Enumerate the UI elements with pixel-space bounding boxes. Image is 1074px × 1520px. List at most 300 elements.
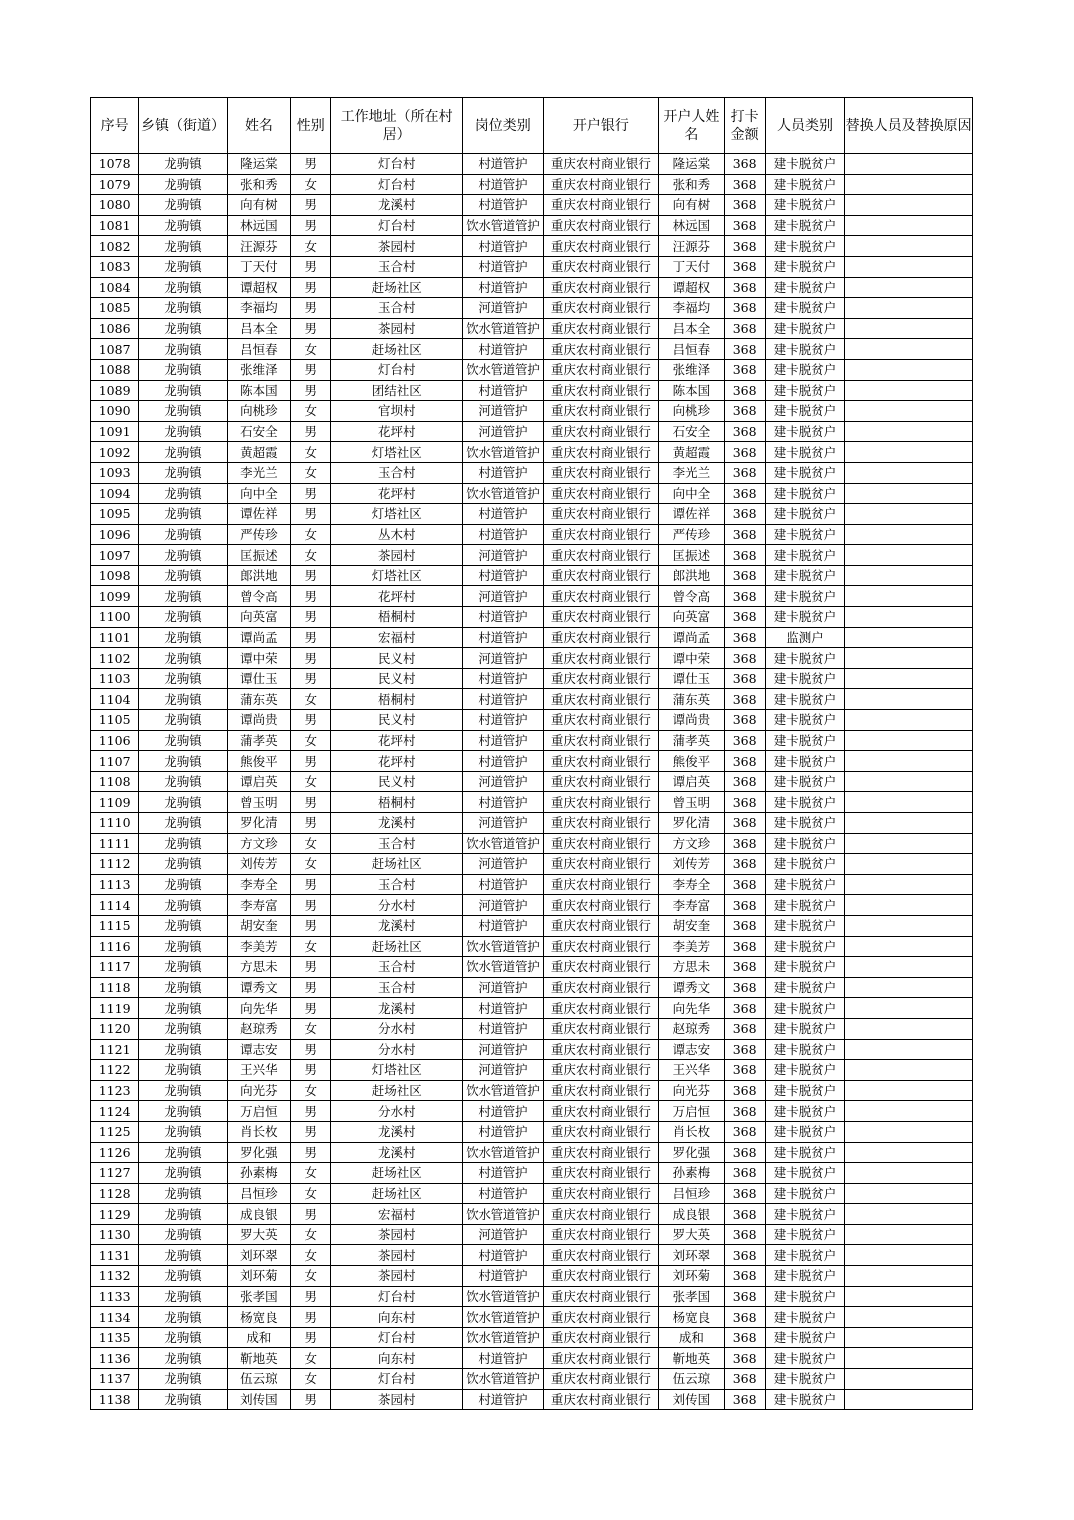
- header-amount: 打卡金额: [724, 98, 765, 154]
- cell-account-holder: 谭志安: [659, 1039, 724, 1060]
- cell-work-address: 花坪村: [331, 421, 463, 442]
- cell-township: 龙驹镇: [139, 174, 228, 195]
- cell-bank: 重庆农村商业银行: [543, 215, 659, 236]
- cell-gender: 女: [291, 524, 331, 545]
- cell-name: 成和: [227, 1327, 290, 1348]
- cell-person-category: 建卡脱贫户: [765, 256, 844, 277]
- cell-person-category: 建卡脱贫户: [765, 462, 844, 483]
- cell-bank: 重庆农村商业银行: [543, 421, 659, 442]
- cell-post-type: 河道管护: [463, 1060, 543, 1081]
- cell-post-type: 村道管护: [463, 710, 543, 731]
- table-row: [91, 195, 973, 216]
- cell-post-type: 饮水管道管护: [463, 215, 543, 236]
- cell-amount: 368: [724, 1039, 765, 1060]
- cell-account-holder: 谭佐祥: [659, 504, 724, 525]
- cell-name: 隆运棠: [227, 154, 290, 175]
- cell-person-category: 建卡脱贫户: [765, 1018, 844, 1039]
- cell-township: 龙驹镇: [139, 586, 228, 607]
- cell-person-category: 建卡脱贫户: [765, 586, 844, 607]
- cell-serial: 1126: [91, 1142, 139, 1163]
- cell-bank: 重庆农村商业银行: [543, 957, 659, 978]
- cell-account-holder: 张孝国: [659, 1286, 724, 1307]
- cell-bank: 重庆农村商业银行: [543, 854, 659, 875]
- cell-post-type: 饮水管道管护: [463, 936, 543, 957]
- cell-bank: 重庆农村商业银行: [543, 1204, 659, 1225]
- table-row: [91, 668, 973, 689]
- cell-replacement: [845, 442, 973, 463]
- cell-amount: 368: [724, 1204, 765, 1225]
- cell-gender: 女: [291, 174, 331, 195]
- cell-amount: 368: [724, 1307, 765, 1328]
- cell-work-address: 梧桐村: [331, 607, 463, 628]
- cell-post-type: 饮水管道管护: [463, 359, 543, 380]
- cell-serial: 1093: [91, 462, 139, 483]
- table-row: [91, 751, 973, 772]
- cell-serial: 1113: [91, 874, 139, 895]
- cell-account-holder: 刘环菊: [659, 1266, 724, 1287]
- cell-serial: 1098: [91, 565, 139, 586]
- cell-replacement: [845, 586, 973, 607]
- cell-gender: 女: [291, 401, 331, 422]
- cell-replacement: [845, 689, 973, 710]
- cell-bank: 重庆农村商业银行: [543, 1389, 659, 1410]
- cell-gender: 女: [291, 1369, 331, 1390]
- cell-bank: 重庆农村商业银行: [543, 401, 659, 422]
- cell-work-address: 灯台村: [331, 1369, 463, 1390]
- cell-replacement: [845, 813, 973, 834]
- table-row: [91, 1245, 973, 1266]
- cell-township: 龙驹镇: [139, 1245, 228, 1266]
- cell-amount: 368: [724, 813, 765, 834]
- cell-replacement: [845, 524, 973, 545]
- cell-person-category: 建卡脱贫户: [765, 174, 844, 195]
- cell-name: 李美芳: [227, 936, 290, 957]
- cell-bank: 重庆农村商业银行: [543, 1142, 659, 1163]
- cell-bank: 重庆农村商业银行: [543, 1348, 659, 1369]
- cell-township: 龙驹镇: [139, 256, 228, 277]
- cell-replacement: [845, 1121, 973, 1142]
- cell-post-type: 村道管护: [463, 174, 543, 195]
- cell-name: 李福均: [227, 298, 290, 319]
- cell-post-type: 村道管护: [463, 277, 543, 298]
- cell-township: 龙驹镇: [139, 462, 228, 483]
- cell-amount: 368: [724, 627, 765, 648]
- cell-name: 谭超权: [227, 277, 290, 298]
- cell-person-category: 建卡脱贫户: [765, 833, 844, 854]
- cell-amount: 368: [724, 195, 765, 216]
- cell-name: 王兴华: [227, 1060, 290, 1081]
- table-row: [91, 380, 973, 401]
- cell-gender: 男: [291, 874, 331, 895]
- cell-replacement: [845, 1286, 973, 1307]
- cell-serial: 1110: [91, 813, 139, 834]
- cell-amount: 368: [724, 710, 765, 731]
- cell-post-type: 村道管护: [463, 504, 543, 525]
- cell-amount: 368: [724, 607, 765, 628]
- cell-gender: 女: [291, 545, 331, 566]
- cell-name: 靳地英: [227, 1348, 290, 1369]
- cell-replacement: [845, 1307, 973, 1328]
- cell-township: 龙驹镇: [139, 1266, 228, 1287]
- cell-replacement: [845, 504, 973, 525]
- cell-bank: 重庆农村商业银行: [543, 751, 659, 772]
- cell-replacement: [845, 607, 973, 628]
- header-bank: 开户银行: [543, 98, 659, 154]
- cell-bank: 重庆农村商业银行: [543, 1101, 659, 1122]
- cell-bank: 重庆农村商业银行: [543, 792, 659, 813]
- table-row: [91, 524, 973, 545]
- table-row: [91, 833, 973, 854]
- table-row: [91, 442, 973, 463]
- table-row: [91, 215, 973, 236]
- cell-township: 龙驹镇: [139, 730, 228, 751]
- cell-account-holder: 方文珍: [659, 833, 724, 854]
- cell-person-category: 建卡脱贫户: [765, 236, 844, 257]
- cell-replacement: [845, 298, 973, 319]
- cell-account-holder: 谭启英: [659, 771, 724, 792]
- cell-serial: 1102: [91, 648, 139, 669]
- cell-replacement: [845, 977, 973, 998]
- cell-work-address: 灯台村: [331, 1327, 463, 1348]
- cell-township: 龙驹镇: [139, 1204, 228, 1225]
- cell-serial: 1091: [91, 421, 139, 442]
- cell-person-category: 建卡脱贫户: [765, 1266, 844, 1287]
- cell-name: 吕恒春: [227, 339, 290, 360]
- table-row: [91, 1286, 973, 1307]
- cell-bank: 重庆农村商业银行: [543, 277, 659, 298]
- cell-post-type: 村道管护: [463, 607, 543, 628]
- cell-gender: 男: [291, 256, 331, 277]
- cell-gender: 男: [291, 792, 331, 813]
- cell-account-holder: 向桃珍: [659, 401, 724, 422]
- table-row: [91, 586, 973, 607]
- cell-person-category: 建卡脱贫户: [765, 195, 844, 216]
- cell-work-address: 花坪村: [331, 751, 463, 772]
- cell-amount: 368: [724, 318, 765, 339]
- cell-gender: 女: [291, 1245, 331, 1266]
- cell-work-address: 灯台村: [331, 1286, 463, 1307]
- cell-bank: 重庆农村商业银行: [543, 936, 659, 957]
- cell-bank: 重庆农村商业银行: [543, 565, 659, 586]
- cell-post-type: 河道管护: [463, 421, 543, 442]
- table-row: [91, 154, 973, 175]
- table-row: [91, 895, 973, 916]
- table-row: [91, 1327, 973, 1348]
- cell-amount: 368: [724, 1389, 765, 1410]
- cell-serial: 1089: [91, 380, 139, 401]
- cell-township: 龙驹镇: [139, 771, 228, 792]
- cell-account-holder: 蒲东英: [659, 689, 724, 710]
- cell-person-category: 建卡脱贫户: [765, 545, 844, 566]
- cell-work-address: 玉合村: [331, 256, 463, 277]
- cell-replacement: [845, 1163, 973, 1184]
- cell-serial: 1085: [91, 298, 139, 319]
- cell-account-holder: 黄超霞: [659, 442, 724, 463]
- table-row: [91, 1142, 973, 1163]
- cell-post-type: 村道管护: [463, 1101, 543, 1122]
- cell-account-holder: 万启恒: [659, 1101, 724, 1122]
- cell-serial: 1118: [91, 977, 139, 998]
- cell-work-address: 玉合村: [331, 298, 463, 319]
- cell-township: 龙驹镇: [139, 483, 228, 504]
- cell-amount: 368: [724, 915, 765, 936]
- cell-township: 龙驹镇: [139, 648, 228, 669]
- cell-name: 吕本全: [227, 318, 290, 339]
- cell-township: 龙驹镇: [139, 915, 228, 936]
- cell-replacement: [845, 854, 973, 875]
- cell-person-category: 建卡脱贫户: [765, 1183, 844, 1204]
- cell-replacement: [845, 771, 973, 792]
- cell-township: 龙驹镇: [139, 936, 228, 957]
- roster-table: [90, 97, 973, 1410]
- cell-gender: 男: [291, 998, 331, 1019]
- cell-township: 龙驹镇: [139, 1369, 228, 1390]
- cell-work-address: 赶场社区: [331, 1183, 463, 1204]
- cell-amount: 368: [724, 339, 765, 360]
- cell-bank: 重庆农村商业银行: [543, 256, 659, 277]
- cell-gender: 女: [291, 1224, 331, 1245]
- cell-account-holder: 罗化清: [659, 813, 724, 834]
- cell-work-address: 向东村: [331, 1348, 463, 1369]
- cell-post-type: 村道管护: [463, 256, 543, 277]
- table-row: [91, 936, 973, 957]
- cell-name: 刘环翠: [227, 1245, 290, 1266]
- cell-bank: 重庆农村商业银行: [543, 1369, 659, 1390]
- cell-replacement: [845, 421, 973, 442]
- cell-account-holder: 李美芳: [659, 936, 724, 957]
- cell-serial: 1086: [91, 318, 139, 339]
- cell-account-holder: 罗大英: [659, 1224, 724, 1245]
- cell-serial: 1134: [91, 1307, 139, 1328]
- cell-serial: 1117: [91, 957, 139, 978]
- cell-name: 赵琼秀: [227, 1018, 290, 1039]
- cell-name: 刘传芳: [227, 854, 290, 875]
- cell-bank: 重庆农村商业银行: [543, 1245, 659, 1266]
- cell-amount: 368: [724, 1142, 765, 1163]
- cell-name: 丁天付: [227, 256, 290, 277]
- cell-replacement: [845, 380, 973, 401]
- cell-gender: 女: [291, 1080, 331, 1101]
- cell-replacement: [845, 318, 973, 339]
- table-row: [91, 977, 973, 998]
- cell-person-category: 建卡脱贫户: [765, 215, 844, 236]
- cell-gender: 男: [291, 1389, 331, 1410]
- cell-person-category: 建卡脱贫户: [765, 154, 844, 175]
- cell-serial: 1111: [91, 833, 139, 854]
- cell-work-address: 民义村: [331, 771, 463, 792]
- cell-gender: 男: [291, 1204, 331, 1225]
- cell-amount: 368: [724, 1018, 765, 1039]
- table-row: [91, 1389, 973, 1410]
- cell-township: 龙驹镇: [139, 442, 228, 463]
- cell-gender: 男: [291, 215, 331, 236]
- cell-person-category: 建卡脱贫户: [765, 1348, 844, 1369]
- cell-township: 龙驹镇: [139, 1307, 228, 1328]
- cell-work-address: 赶场社区: [331, 936, 463, 957]
- table-row: [91, 421, 973, 442]
- cell-post-type: 村道管护: [463, 792, 543, 813]
- cell-amount: 368: [724, 359, 765, 380]
- cell-name: 林远国: [227, 215, 290, 236]
- cell-replacement: [845, 215, 973, 236]
- cell-work-address: 团结社区: [331, 380, 463, 401]
- cell-bank: 重庆农村商业银行: [543, 586, 659, 607]
- table-row: [91, 1039, 973, 1060]
- table-row: [91, 607, 973, 628]
- cell-serial: 1138: [91, 1389, 139, 1410]
- cell-post-type: 河道管护: [463, 648, 543, 669]
- cell-account-holder: 向中全: [659, 483, 724, 504]
- cell-serial: 1092: [91, 442, 139, 463]
- table-row: [91, 648, 973, 669]
- table-body: [91, 154, 973, 1410]
- cell-township: 龙驹镇: [139, 1327, 228, 1348]
- cell-post-type: 村道管护: [463, 1266, 543, 1287]
- cell-amount: 368: [724, 1245, 765, 1266]
- cell-gender: 男: [291, 648, 331, 669]
- cell-township: 龙驹镇: [139, 1142, 228, 1163]
- cell-township: 龙驹镇: [139, 236, 228, 257]
- cell-amount: 368: [724, 565, 765, 586]
- cell-post-type: 村道管护: [463, 380, 543, 401]
- cell-work-address: 官坝村: [331, 401, 463, 422]
- cell-bank: 重庆农村商业银行: [543, 504, 659, 525]
- cell-account-holder: 汪源芬: [659, 236, 724, 257]
- cell-bank: 重庆农村商业银行: [543, 730, 659, 751]
- cell-serial: 1135: [91, 1327, 139, 1348]
- cell-post-type: 饮水管道管护: [463, 1204, 543, 1225]
- cell-township: 龙驹镇: [139, 854, 228, 875]
- cell-amount: 368: [724, 504, 765, 525]
- cell-person-category: 建卡脱贫户: [765, 730, 844, 751]
- cell-serial: 1125: [91, 1121, 139, 1142]
- cell-post-type: 村道管护: [463, 1183, 543, 1204]
- table-row: [91, 359, 973, 380]
- cell-person-category: 建卡脱贫户: [765, 689, 844, 710]
- cell-name: 成良银: [227, 1204, 290, 1225]
- cell-person-category: 建卡脱贫户: [765, 298, 844, 319]
- cell-name: 李光兰: [227, 462, 290, 483]
- cell-serial: 1124: [91, 1101, 139, 1122]
- cell-name: 张孝国: [227, 1286, 290, 1307]
- cell-name: 张和秀: [227, 174, 290, 195]
- cell-bank: 重庆农村商业银行: [543, 607, 659, 628]
- cell-bank: 重庆农村商业银行: [543, 174, 659, 195]
- cell-bank: 重庆农村商业银行: [543, 977, 659, 998]
- cell-work-address: 分水村: [331, 895, 463, 916]
- cell-post-type: 饮水管道管护: [463, 483, 543, 504]
- cell-gender: 男: [291, 895, 331, 916]
- table-row: [91, 339, 973, 360]
- cell-serial: 1105: [91, 710, 139, 731]
- cell-gender: 男: [291, 1307, 331, 1328]
- cell-amount: 368: [724, 1266, 765, 1287]
- cell-name: 谭秀文: [227, 977, 290, 998]
- cell-post-type: 村道管护: [463, 236, 543, 257]
- cell-person-category: 建卡脱贫户: [765, 359, 844, 380]
- cell-replacement: [845, 648, 973, 669]
- cell-post-type: 饮水管道管护: [463, 1307, 543, 1328]
- cell-amount: 368: [724, 730, 765, 751]
- cell-bank: 重庆农村商业银行: [543, 442, 659, 463]
- cell-work-address: 分水村: [331, 1018, 463, 1039]
- cell-account-holder: 成良银: [659, 1204, 724, 1225]
- table-header: [91, 98, 973, 154]
- cell-serial: 1095: [91, 504, 139, 525]
- cell-name: 蒲孝英: [227, 730, 290, 751]
- cell-work-address: 赶场社区: [331, 854, 463, 875]
- cell-amount: 368: [724, 215, 765, 236]
- cell-name: 向有树: [227, 195, 290, 216]
- header-name: 姓名: [227, 98, 290, 154]
- cell-gender: 男: [291, 421, 331, 442]
- cell-post-type: 河道管护: [463, 771, 543, 792]
- cell-post-type: 河道管护: [463, 401, 543, 422]
- cell-account-holder: 隆运棠: [659, 154, 724, 175]
- header-gender: 性别: [291, 98, 331, 154]
- cell-township: 龙驹镇: [139, 524, 228, 545]
- cell-bank: 重庆农村商业银行: [543, 154, 659, 175]
- cell-work-address: 民义村: [331, 710, 463, 731]
- cell-serial: 1129: [91, 1204, 139, 1225]
- cell-replacement: [845, 730, 973, 751]
- cell-post-type: 饮水管道管护: [463, 1080, 543, 1101]
- cell-replacement: [845, 462, 973, 483]
- cell-person-category: 建卡脱贫户: [765, 936, 844, 957]
- cell-name: 谭尚孟: [227, 627, 290, 648]
- cell-bank: 重庆农村商业银行: [543, 1183, 659, 1204]
- cell-work-address: 茶园村: [331, 1245, 463, 1266]
- cell-person-category: 建卡脱贫户: [765, 813, 844, 834]
- cell-person-category: 建卡脱贫户: [765, 1389, 844, 1410]
- cell-person-category: 建卡脱贫户: [765, 1080, 844, 1101]
- cell-serial: 1112: [91, 854, 139, 875]
- cell-township: 龙驹镇: [139, 813, 228, 834]
- cell-serial: 1133: [91, 1286, 139, 1307]
- cell-replacement: [845, 895, 973, 916]
- cell-replacement: [845, 1327, 973, 1348]
- cell-township: 龙驹镇: [139, 298, 228, 319]
- cell-name: 方思未: [227, 957, 290, 978]
- cell-bank: 重庆农村商业银行: [543, 1266, 659, 1287]
- cell-account-holder: 赵琼秀: [659, 1018, 724, 1039]
- cell-bank: 重庆农村商业银行: [543, 895, 659, 916]
- table-row: [91, 1183, 973, 1204]
- table-row: [91, 256, 973, 277]
- cell-work-address: 民义村: [331, 648, 463, 669]
- cell-replacement: [845, 1039, 973, 1060]
- cell-township: 龙驹镇: [139, 565, 228, 586]
- cell-township: 龙驹镇: [139, 359, 228, 380]
- cell-work-address: 龙溪村: [331, 1142, 463, 1163]
- cell-gender: 男: [291, 627, 331, 648]
- cell-bank: 重庆农村商业银行: [543, 833, 659, 854]
- cell-township: 龙驹镇: [139, 1060, 228, 1081]
- cell-gender: 男: [291, 1060, 331, 1081]
- table-row: [91, 1080, 973, 1101]
- cell-amount: 368: [724, 1327, 765, 1348]
- table-row: [91, 318, 973, 339]
- cell-serial: 1079: [91, 174, 139, 195]
- cell-account-holder: 成和: [659, 1327, 724, 1348]
- cell-post-type: 村道管护: [463, 524, 543, 545]
- cell-bank: 重庆农村商业银行: [543, 462, 659, 483]
- cell-person-category: 建卡脱贫户: [765, 401, 844, 422]
- cell-gender: 男: [291, 318, 331, 339]
- cell-name: 谭启英: [227, 771, 290, 792]
- cell-name: 李寿富: [227, 895, 290, 916]
- cell-township: 龙驹镇: [139, 1018, 228, 1039]
